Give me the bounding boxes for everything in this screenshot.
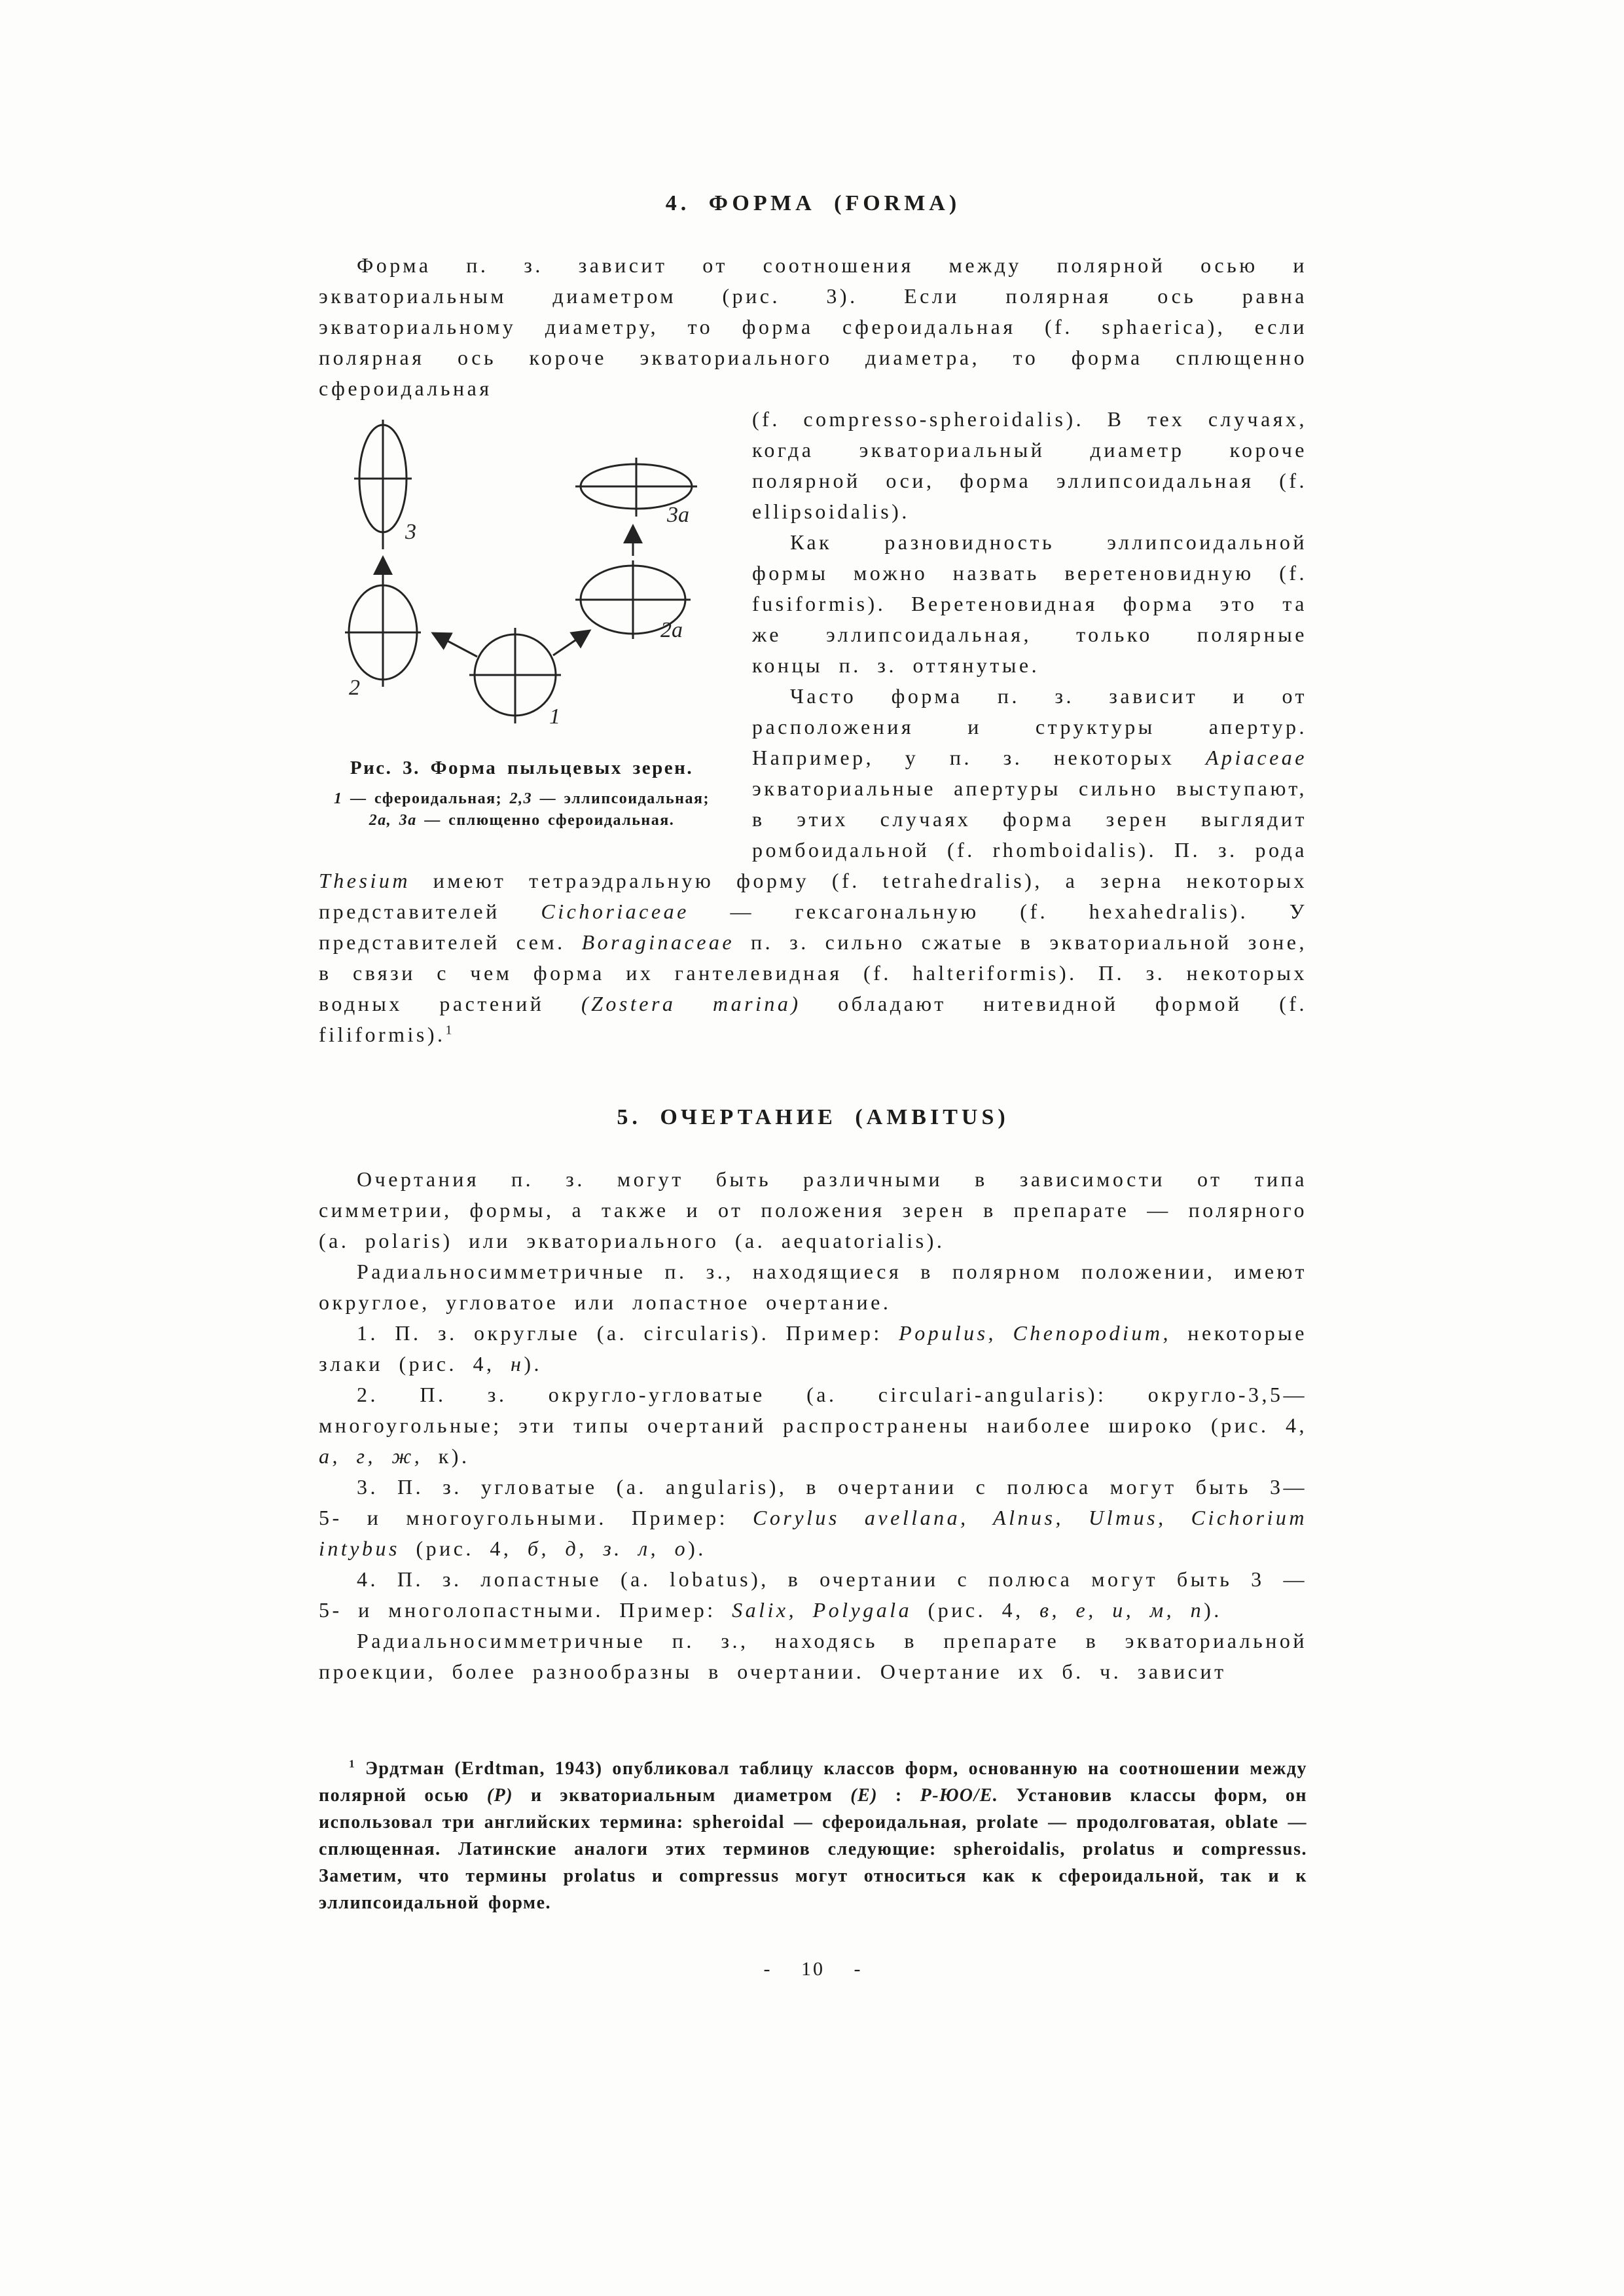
section-4-paragraph-2: Как разновидность эллипсоидальной формы можно назвать веретеновидную (f. fusiformis). Веретеновидная форма это та же эллипсоидальная, только полярные концы п. з. оттянутые. bbox=[752, 530, 1307, 677]
figure-label-3a: 3а bbox=[667, 503, 689, 527]
footnote-1: $^1$ Эрдтман (Erdtman, 1943) опубликовал таблицу классов форм, основанную на соотношении между полярной осью (Р) и экваториальным диаметром (Е) : Р-ЮО/Е. Установив классы форм, он использовал три английских термина: spheroidal — сфероидальная, prolate — продолговатая, oblate — сплющенная. Латинские аналоги этих терминов следующие: spheroidalis, prolatus и compressus. Заметим, что термины prolatus и compressus могут относиться как к сфероидальной, так и к эллипсоидальной форме. bbox=[319, 1757, 1307, 1913]
figure-label-1: 1 bbox=[549, 704, 560, 729]
section-5-paragraph-3: Радиальносимметричные п. з., находясь в препарате в экваториальной проекции, более разнообразны в очертании. Очертание их б. ч. зависит bbox=[319, 1629, 1307, 1683]
figure-3 bbox=[319, 413, 725, 831]
section-5-list-item-3: 3. П. з. угловатые (a. angularis), в очертании с полюса могут быть 3— 5- и многоугольными. Пример: Corylus avellana, Alnus, Ulmus, Cichorium intybus (рис. 4, б, д, з. л, о). bbox=[319, 1475, 1308, 1560]
arrow-1-to-2a bbox=[553, 630, 590, 655]
section-5-list-item-2: 2. П. з. округло-угловатые (a. circulari-angularis): округло-3,5—многоугольные; эти типы очертаний распространены наиболее широко (рис. 4, а, г, ж, к). bbox=[319, 1383, 1307, 1468]
figure-label-2a: 2а bbox=[660, 618, 683, 642]
ellipse-2a-drawing bbox=[575, 560, 691, 642]
figure-label-2: 2 bbox=[349, 676, 360, 700]
figure-3-legend: 1 — сфероидальная; 2,3 — эллипсоидальная; 2а, 3а — сплющенно сфероидальная. bbox=[334, 790, 710, 829]
section-4-paragraph-1-continued: (f. compresso-spheroidalis). В тех случаях, когда экваториальный диаметр короче полярной оси, форма эллипсоидальная (f. ellipsoidalis). bbox=[752, 407, 1307, 523]
section-4-paragraph-3: Часто форма п. з. зависит и от расположения и структуры апертур. Например, у п. з. некоторых Apiaceae экваториальные апертуры сильно выступают, в этих случаях форма зерен выглядит ромбоидальной (f. rhomboidalis). П. з. рода Thesium имеют тетраэдральную форму (f. tetrahedralis), а зерна некоторых представителей Cichoriaceae — гексагональную (f. hexahedralis). У представителей сем. Boraginaceae п. з. сильно сжатые в экваториальной зоне, в связи с чем форма их гантелевидная (f. halteriformis). П. з. некоторых водных растений (Zostera marina) обладают нитевидной формой (f. filiformis).$^1$ bbox=[319, 684, 1308, 1046]
figure-label-3: 3 bbox=[405, 520, 416, 544]
ellipse-2-drawing bbox=[345, 581, 421, 700]
figure-3-caption: Рис. 3. Форма пыльцевых зерен. bbox=[350, 757, 694, 778]
page-content bbox=[319, 191, 1307, 1980]
section-4-paragraph-1: Форма п. з. зависит от соотношения между полярной осью и экваториальным диаметром (рис. 3). Если полярная ось равна экваториальному диаметру, то форма сфероидальная (f. sphaerica), если полярная ось короче экваториального диаметра, то форма сплющенно сфероидальная bbox=[319, 253, 1307, 400]
section-4-heading: 4. ФОРМА (FORMA) bbox=[665, 191, 961, 215]
ellipse-3a-drawing bbox=[575, 458, 697, 527]
circle-1-drawing bbox=[469, 628, 561, 729]
section-5-heading: 5. ОЧЕРТАНИЕ (AMBITUS) bbox=[617, 1105, 1009, 1129]
section-5-list-item-4: 4. П. з. лопастные (a. lobatus), в очертании с полюса могут быть 3 — 5- и многолопастными. Пример: Salix, Polygala (рис. 4, в, е, и, м, п). bbox=[319, 1567, 1307, 1622]
arrow-1-to-2 bbox=[433, 633, 477, 657]
section-5-paragraph-1: Очертания п. з. могут быть различными в зависимости от типа симметрии, формы, а также и от положения зерен в препарате — полярного (a. polaris) или экваториального (a. aequatorialis). bbox=[319, 1167, 1307, 1252]
figure-3-drawing bbox=[325, 413, 718, 740]
page-number: - 10 - bbox=[763, 1958, 863, 1980]
ellipse-3-drawing bbox=[354, 420, 416, 549]
section-5-list-item-1: 1. П. з. округлые (a. circularis). Пример: Populus, Chenopodium, некоторые злаки (рис. 4, н). bbox=[319, 1321, 1308, 1376]
section-5-paragraph-2: Радиальносимметричные п. з., находящиеся в полярном положении, имеют округлое, угловатое или лопастное очертание. bbox=[319, 1260, 1307, 1314]
